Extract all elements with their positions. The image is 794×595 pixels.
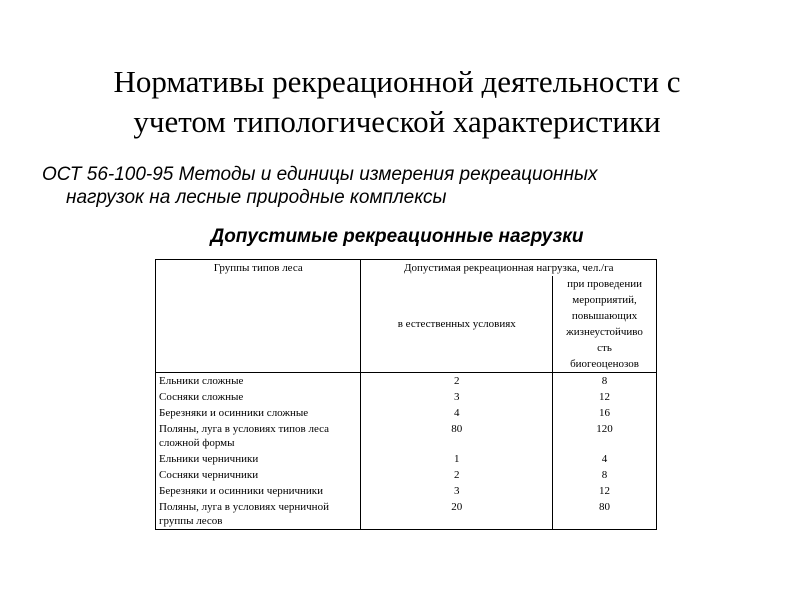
cell-natural: 2 xyxy=(361,373,553,390)
header-measures-line: мероприятий, xyxy=(553,292,657,308)
table-row xyxy=(156,451,657,467)
cell-natural: 3 xyxy=(361,389,553,405)
cell-measures: 80 xyxy=(553,499,657,530)
cell-measures: 4 xyxy=(553,451,657,467)
cell-natural: 20 xyxy=(361,499,553,530)
table-row xyxy=(156,405,657,421)
header-natural-conditions: в естественных условиях xyxy=(361,276,553,373)
cell-measures: 12 xyxy=(553,483,657,499)
cell-group: Сосняки черничники xyxy=(156,467,361,483)
header-measures-line: жизнеустойчиво xyxy=(553,324,657,340)
cell-group: Березняки и осинники черничники xyxy=(156,483,361,499)
cell-group: Ельники сложные xyxy=(156,373,361,390)
cell-measures: 120 xyxy=(553,421,657,451)
table-row xyxy=(156,389,657,405)
header-measures-line: биогеоценозов xyxy=(553,356,657,373)
standard-reference-line-1: ОСТ 56-100-95 Методы и единицы измерения рекреационных xyxy=(42,164,598,185)
cell-group-line-1: Поляны, луга в условиях черничной xyxy=(159,501,329,513)
table-row xyxy=(156,499,657,530)
cell-measures: 12 xyxy=(553,389,657,405)
cell-group: Березняки и осинники сложные xyxy=(156,405,361,421)
cell-group-line-2: сложной формы xyxy=(159,437,235,449)
cell-measures: 8 xyxy=(553,373,657,390)
cell-group xyxy=(156,421,361,451)
table-row xyxy=(156,373,657,390)
cell-measures: 8 xyxy=(553,467,657,483)
slide-title-line-1: Нормативы рекреационной деятельности с xyxy=(113,64,681,99)
header-measures-line: повышающих xyxy=(553,308,657,324)
cell-measures: 16 xyxy=(553,405,657,421)
slide-title xyxy=(0,62,794,142)
cell-group xyxy=(156,499,361,530)
header-measures-line: при проведении xyxy=(553,276,657,292)
cell-group: Ельники черничники xyxy=(156,451,361,467)
cell-natural: 2 xyxy=(361,467,553,483)
table-row xyxy=(156,483,657,499)
header-allowed-load: Допустимая рекреационная нагрузка, чел./га xyxy=(361,260,657,277)
table-caption: Допустимые рекреационные нагрузки xyxy=(210,226,584,247)
table-row xyxy=(156,421,657,451)
cell-group: Сосняки сложные xyxy=(156,389,361,405)
header-forest-groups: Группы типов леса xyxy=(156,260,361,373)
recreational-load-table xyxy=(155,259,657,530)
cell-natural: 1 xyxy=(361,451,553,467)
slide-title-line-2: учетом типологической характеристики xyxy=(133,104,661,139)
cell-group-line-1: Поляны, луга в условиях типов леса xyxy=(159,423,330,435)
standard-reference xyxy=(42,163,762,209)
header-measures-line: сть xyxy=(553,340,657,356)
table-row xyxy=(156,467,657,483)
standard-reference-line-2: нагрузок на лесные природные комплексы xyxy=(66,187,447,208)
cell-group-line-2: группы лесов xyxy=(159,515,223,527)
cell-natural: 80 xyxy=(361,421,553,451)
cell-natural: 3 xyxy=(361,483,553,499)
cell-natural: 4 xyxy=(361,405,553,421)
